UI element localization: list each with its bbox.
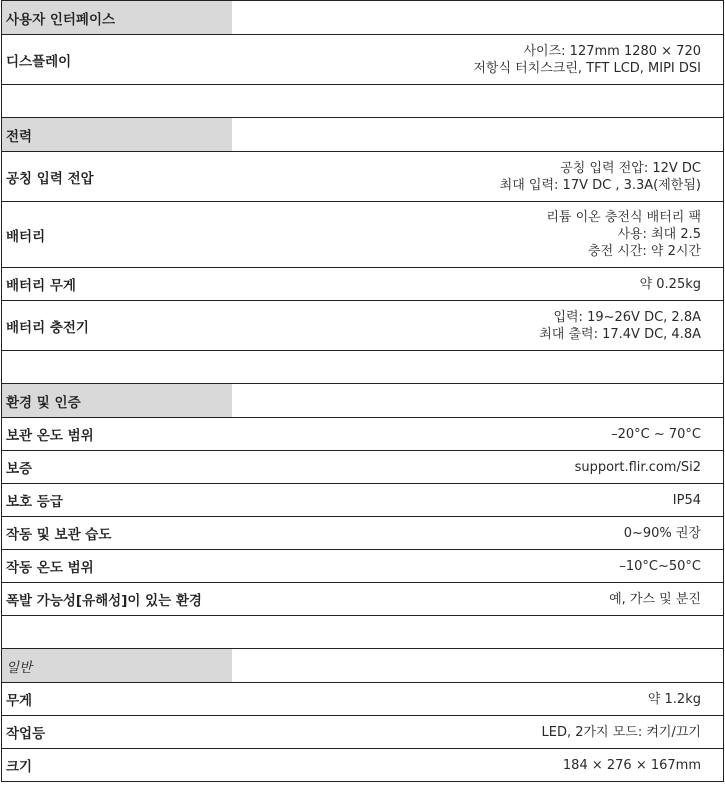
spec-values	[624, 525, 701, 542]
spec-label: 배터리 무게	[6, 278, 76, 294]
spec-values	[473, 43, 701, 77]
spec-values	[575, 459, 701, 476]
spec-values	[546, 209, 701, 260]
spec-label: 디스플레이	[6, 53, 72, 70]
spec-row	[1, 683, 724, 716]
spec-label: 보증	[6, 461, 33, 477]
spec-values	[542, 724, 702, 741]
spec-row	[1, 550, 724, 583]
blank-row	[1, 85, 724, 118]
spec-value-line: 리튬 이온 충전식 배터리 팩	[546, 210, 701, 225]
spec-value-line: support.flir.com/Si2	[574, 459, 701, 475]
spec-label: 배터리	[6, 228, 46, 245]
section-header	[1, 384, 724, 418]
spec-row	[1, 301, 724, 351]
spec-row	[1, 418, 724, 451]
spec-row	[1, 35, 724, 85]
spec-values	[648, 691, 701, 708]
spec-value-line: 약 0.25kg	[639, 276, 701, 292]
spec-value-line: 저항식 터치스크린, TFT LCD, MIPI DSI	[473, 60, 701, 76]
section-header	[1, 649, 724, 683]
spec-row	[1, 202, 724, 268]
spec-label: 보관 온도 범위	[6, 428, 94, 444]
section-title: 일반	[2, 649, 232, 682]
spec-value-line: 입력: 19~26V DC, 2.8A	[553, 309, 701, 325]
section-header	[1, 1, 724, 35]
spec-label: 공칭 입력 전압	[6, 170, 94, 187]
spec-label: 작동 및 보관 습도	[6, 527, 112, 543]
spec-values	[611, 426, 701, 443]
spec-label: 작업등	[6, 726, 46, 742]
spec-value-line: 약 1.2kg	[647, 691, 701, 707]
spec-label: 보호 등급	[6, 494, 63, 510]
spec-value-line: LED, 2가지 모드: 켜기/끄기	[541, 724, 701, 740]
spec-value-line: 0~90% 권장	[623, 525, 701, 541]
spec-table	[1, 0, 724, 782]
spec-value-line: 184 × 276 × 167mm	[562, 757, 701, 773]
blank-row	[1, 616, 724, 649]
spec-values	[673, 492, 701, 509]
spec-label: 배터리 충전기	[6, 319, 89, 336]
spec-value-line: 공칭 입력 전압: 12V DC	[560, 160, 701, 176]
spec-label: 폭발 가능성[유해성]이 있는 환경	[6, 593, 202, 609]
spec-row	[1, 268, 724, 301]
spec-value-line: 사용: 최대 2.5	[617, 227, 701, 242]
blank-row	[1, 351, 724, 384]
spec-values	[619, 558, 701, 575]
section-title: 전력	[2, 118, 232, 151]
spec-row	[1, 749, 724, 782]
section-header	[1, 118, 724, 152]
spec-row	[1, 152, 724, 202]
spec-values	[640, 276, 701, 293]
spec-row	[1, 451, 724, 484]
spec-values	[500, 160, 701, 194]
spec-values	[609, 591, 701, 608]
section-title: 환경 및 인증	[2, 384, 232, 417]
spec-label: 작동 온도 범위	[6, 560, 94, 576]
section-title: 사용자 인터페이스	[2, 1, 232, 34]
spec-row	[1, 716, 724, 749]
spec-value-line: 사이즈: 127mm 1280 × 720	[523, 43, 701, 59]
spec-row	[1, 484, 724, 517]
spec-value-line: 최대 출력: 17.4V DC, 4.8A	[539, 326, 701, 342]
spec-value-line: 충전 시간: 약 2시간	[588, 244, 701, 259]
spec-row	[1, 583, 724, 616]
spec-label: 무게	[6, 693, 33, 709]
spec-value-line: –20°C ~ 70°C	[611, 426, 701, 442]
spec-value-line: 예, 가스 및 분진	[609, 591, 701, 607]
spec-row	[1, 517, 724, 550]
spec-value-line: 최대 입력: 17V DC , 3.3A(제한됨)	[499, 177, 701, 193]
spec-value-line: –10°C~50°C	[619, 558, 701, 574]
spec-label: 크기	[6, 759, 33, 775]
spec-values	[563, 757, 701, 774]
spec-values	[539, 309, 701, 343]
spec-value-line: IP54	[672, 492, 701, 508]
